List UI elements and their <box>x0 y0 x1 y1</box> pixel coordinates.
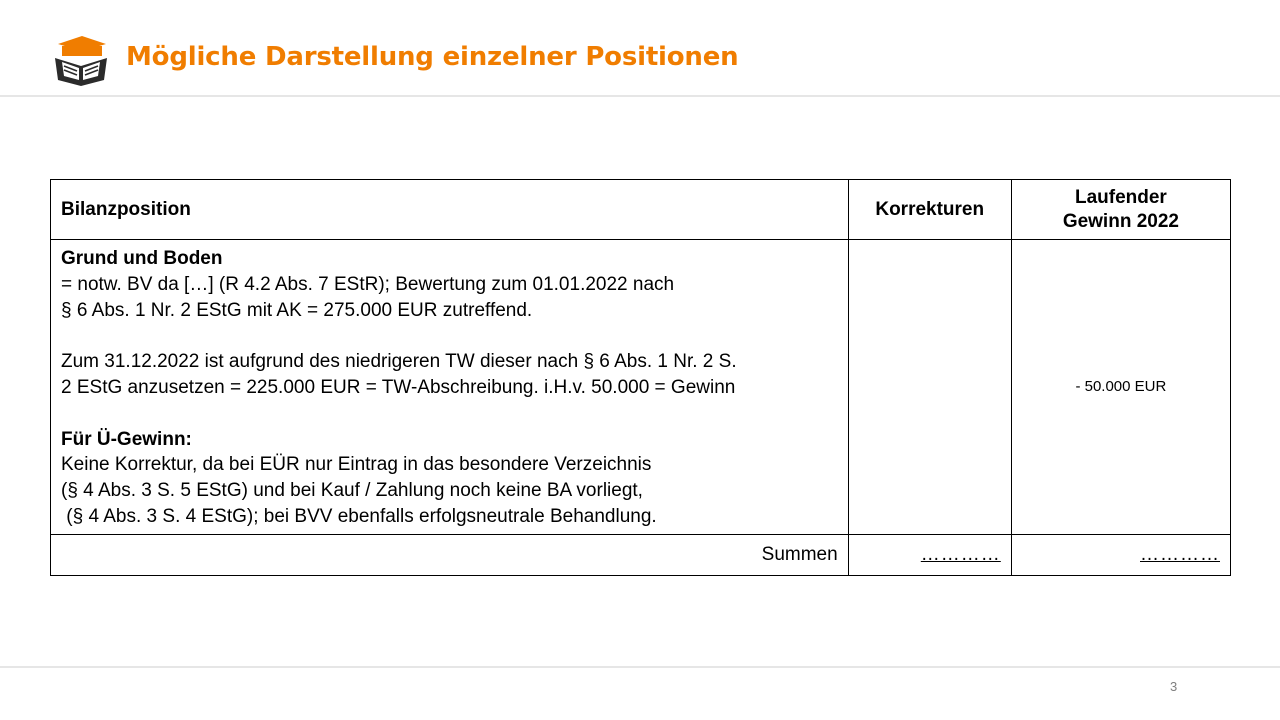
text-line: § 6 Abs. 1 Nr. 2 EStG mit AK = 275.000 EUR zutreffend. <box>61 299 533 321</box>
text-line: (§ 4 Abs. 3 S. 4 EStG); bei BVV ebenfalls erfolgsneutrale Behandlung. <box>61 505 657 527</box>
header-gewinn-line2: Gewinn 2022 <box>1062 210 1179 232</box>
summen-gewinn: ………… <box>1011 534 1230 575</box>
text-line: = notw. BV da […] (R 4.2 Abs. 7 EStR); Bewertung zum 01.01.2022 nach <box>61 273 675 295</box>
text-line: Zum 31.12.2022 ist aufgrund des niedrigeren TW dieser nach § 6 Abs. 1 Nr. 2 S. <box>61 351 737 373</box>
text-line: Keine Korrektur, da bei EÜR nur Eintrag in das besondere Verzeichnis <box>61 454 652 476</box>
page-title: Mögliche Darstellung einzelner Positionen <box>126 42 739 72</box>
position-heading: Grund und Boden <box>61 248 223 269</box>
footer-divider <box>0 666 1280 668</box>
balance-table <box>50 179 1231 576</box>
page-number: 3 <box>1170 679 1178 694</box>
header-gewinn-line1: Laufender <box>1074 186 1167 208</box>
table-row <box>51 240 1231 535</box>
summen-korrekturen: ………… <box>848 534 1011 575</box>
position-subheading: Für Ü-Gewinn: <box>61 428 192 450</box>
summen-row <box>51 534 1231 575</box>
table-header-row <box>51 180 1231 240</box>
text-line: (§ 4 Abs. 3 S. 5 EStG) und bei Kauf / Zahlung noch keine BA vorliegt, <box>61 480 643 502</box>
header-laufender-gewinn <box>1011 180 1230 240</box>
summen-label: Summen <box>51 534 849 575</box>
header-divider <box>0 95 1280 97</box>
gewinn-cell: - 50.000 EUR <box>1011 240 1230 535</box>
header-korrekturen: Korrekturen <box>848 180 1011 240</box>
text-line: 2 EStG anzusetzen = 225.000 EUR = TW-Abschreibung. i.H.v. 50.000 = Gewinn <box>61 376 736 398</box>
graduation-cap-book-icon <box>52 36 110 86</box>
position-cell <box>51 240 849 535</box>
slide-header <box>0 0 1280 96</box>
korrekturen-cell <box>848 240 1011 535</box>
header-bilanzposition: Bilanzposition <box>51 180 849 240</box>
